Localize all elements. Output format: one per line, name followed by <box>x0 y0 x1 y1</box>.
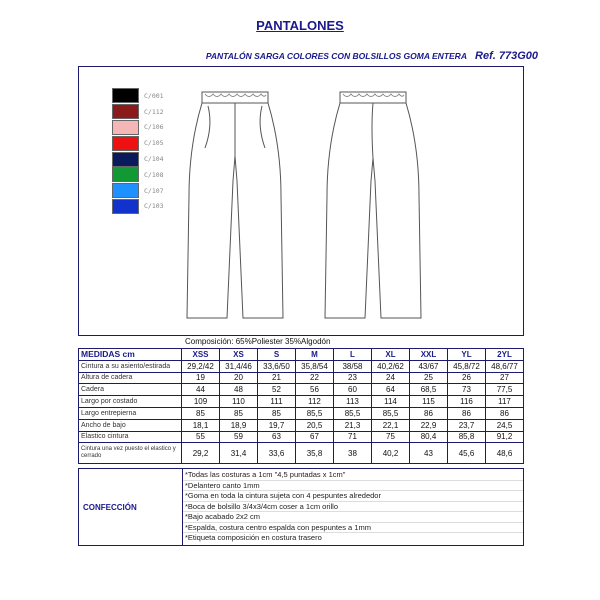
measurement-value: 115 <box>410 396 448 408</box>
trousers-front-drawing <box>175 86 295 322</box>
color-swatch-row <box>112 199 164 215</box>
measurement-row <box>79 443 524 464</box>
measurement-value: 18,9 <box>220 419 258 431</box>
measurement-value: 31,4/46 <box>220 360 258 372</box>
color-swatch <box>112 120 139 135</box>
confeccion-line: *Delantero canto 1mm <box>183 481 523 492</box>
measurement-row <box>79 431 524 443</box>
measurement-value: 59 <box>220 431 258 443</box>
measurement-value: 86 <box>486 407 524 419</box>
size-header-row <box>79 349 524 361</box>
measurement-value: 29,2 <box>182 443 220 464</box>
confeccion-line: *Etiqueta composición en costura trasero <box>185 533 322 542</box>
size-header: 2YL <box>486 349 524 361</box>
measurement-value: 85,5 <box>334 407 372 419</box>
color-swatch <box>112 104 139 119</box>
confeccion-line: *Todas las costuras a 1cm "4,5 puntadas x 1cm" <box>183 470 523 481</box>
measurement-value: 85,5 <box>296 407 334 419</box>
measurement-value: 20 <box>220 372 258 384</box>
trousers-back-drawing <box>313 86 433 322</box>
measurement-value: 19 <box>182 372 220 384</box>
measurement-label: Largo entrepierna <box>79 407 182 419</box>
measurement-value: 21,3 <box>334 419 372 431</box>
color-swatch <box>112 88 139 103</box>
measurement-value: 18,1 <box>182 419 220 431</box>
measurement-value: 45,6 <box>448 443 486 464</box>
measurements-body <box>79 360 524 464</box>
measurement-value: 38/58 <box>334 360 372 372</box>
color-swatch-list <box>112 88 164 214</box>
measurement-row <box>79 407 524 419</box>
measurement-value: 35,8/54 <box>296 360 334 372</box>
product-description: PANTALÓN SARGA COLORES CON BOLSILLOS GOMA ENTERA <box>205 51 467 61</box>
confeccion-line: *Goma en toda la cintura sujeta con 4 pespuntes alrededor <box>183 491 523 502</box>
color-code: C/103 <box>144 202 164 211</box>
color-code: C/108 <box>144 170 164 179</box>
measurement-value: 24 <box>372 372 410 384</box>
color-swatch-row <box>112 104 164 120</box>
page-title: PANTALONES <box>256 18 344 33</box>
measurement-value: 68,5 <box>410 384 448 396</box>
measurement-value: 52 <box>258 384 296 396</box>
measurement-value: 60 <box>334 384 372 396</box>
size-header: YL <box>448 349 486 361</box>
color-code: C/112 <box>144 107 164 116</box>
measurement-value: 43/67 <box>410 360 448 372</box>
measurement-row <box>79 384 524 396</box>
product-subtitle <box>206 50 538 62</box>
measurement-value: 20,5 <box>296 419 334 431</box>
measurement-value: 80,4 <box>410 431 448 443</box>
measurement-value: 23 <box>334 372 372 384</box>
measurement-value: 45,8/72 <box>448 360 486 372</box>
measurement-value: 21 <box>258 372 296 384</box>
measurement-value: 67 <box>296 431 334 443</box>
measurement-value: 63 <box>258 431 296 443</box>
measurement-value: 73 <box>448 384 486 396</box>
measurement-value: 33,6 <box>258 443 296 464</box>
measurement-value: 111 <box>258 396 296 408</box>
measurement-value: 75 <box>372 431 410 443</box>
measurement-value: 48,6 <box>486 443 524 464</box>
color-swatch-row <box>112 167 164 183</box>
measurement-value: 85 <box>258 407 296 419</box>
measurement-label: Cadera <box>79 384 182 396</box>
size-header: XSS <box>182 349 220 361</box>
measurement-row <box>79 372 524 384</box>
color-swatch-row <box>112 88 164 104</box>
size-header: XS <box>220 349 258 361</box>
measurement-value: 116 <box>448 396 486 408</box>
color-swatch <box>112 199 139 214</box>
measurements-table <box>78 348 524 464</box>
size-header: M <box>296 349 334 361</box>
size-header: L <box>334 349 372 361</box>
measurement-label: Cintura una vez puesto el elastico y cerrado <box>79 443 182 464</box>
measurement-value: 85 <box>182 407 220 419</box>
measurement-row <box>79 360 524 372</box>
measurement-value: 48 <box>220 384 258 396</box>
measurement-row <box>79 396 524 408</box>
measurement-value: 26 <box>448 372 486 384</box>
measurement-value: 35,8 <box>296 443 334 464</box>
measurement-value: 43 <box>410 443 448 464</box>
measurement-value: 29,2/42 <box>182 360 220 372</box>
measurement-value: 77,5 <box>486 384 524 396</box>
product-reference: Ref. 773G00 <box>475 50 538 62</box>
size-header: S <box>258 349 296 361</box>
measurement-value: 86 <box>448 407 486 419</box>
color-code: C/104 <box>144 155 164 164</box>
confeccion-line: *Espalda, costura centro espalda con pespuntes a 1mm <box>183 523 523 534</box>
measurement-label: Altura de cadera <box>79 372 182 384</box>
measurement-value: 24,5 <box>486 419 524 431</box>
measurement-value: 22,1 <box>372 419 410 431</box>
color-swatch <box>112 152 139 167</box>
measurement-value: 114 <box>372 396 410 408</box>
measurement-value: 38 <box>334 443 372 464</box>
measurement-value: 23,7 <box>448 419 486 431</box>
measurement-value: 110 <box>220 396 258 408</box>
color-swatch-row <box>112 151 164 167</box>
size-header: XL <box>372 349 410 361</box>
measurement-value: 91,2 <box>486 431 524 443</box>
color-swatch <box>112 183 139 198</box>
measurement-label: Largo por costado <box>79 396 182 408</box>
confeccion-label: CONFECCIÓN <box>79 469 183 545</box>
measurement-value: 40,2/62 <box>372 360 410 372</box>
measurement-label: Elastico cintura <box>79 431 182 443</box>
measurement-value: 117 <box>486 396 524 408</box>
measurement-value: 71 <box>334 431 372 443</box>
confeccion-line: *Bajo acabado 2x2 cm <box>183 512 523 523</box>
confeccion-box <box>78 468 524 546</box>
measurement-value: 25 <box>410 372 448 384</box>
color-swatch-row <box>112 135 164 151</box>
composition-text: Composición: 65%Poliester 35%Algodón <box>185 337 331 346</box>
measurement-value: 113 <box>334 396 372 408</box>
measurement-value: 85 <box>220 407 258 419</box>
measurement-value: 85,8 <box>448 431 486 443</box>
measurement-value: 22,9 <box>410 419 448 431</box>
color-swatch <box>112 167 139 182</box>
measurement-value: 64 <box>372 384 410 396</box>
measurements-header: MEDIDAS cm <box>79 349 182 361</box>
size-header: XXL <box>410 349 448 361</box>
measurement-label: Cintura a su asiento/estirada <box>79 360 182 372</box>
measurement-value: 22 <box>296 372 334 384</box>
measurement-value: 86 <box>410 407 448 419</box>
color-code: C/106 <box>144 123 164 132</box>
measurement-value: 19,7 <box>258 419 296 431</box>
color-code: C/001 <box>144 91 164 100</box>
measurement-value: 27 <box>486 372 524 384</box>
measurement-value: 56 <box>296 384 334 396</box>
measurement-value: 109 <box>182 396 220 408</box>
color-code: C/105 <box>144 139 164 148</box>
measurement-value: 48,6/77 <box>486 360 524 372</box>
measurement-value: 85,5 <box>372 407 410 419</box>
measurement-value: 112 <box>296 396 334 408</box>
confeccion-line: *Boca de bolsillo 3/4x3/4cm coser a 1cm orillo <box>183 502 523 513</box>
measurement-value: 44 <box>182 384 220 396</box>
measurement-value: 40,2 <box>372 443 410 464</box>
measurement-value: 33,6/50 <box>258 360 296 372</box>
measurement-value: 55 <box>182 431 220 443</box>
color-code: C/107 <box>144 186 164 195</box>
color-swatch-row <box>112 120 164 136</box>
color-swatch-row <box>112 183 164 199</box>
confeccion-instructions <box>183 470 523 543</box>
measurement-row <box>79 419 524 431</box>
measurement-label: Ancho de bajo <box>79 419 182 431</box>
color-swatch <box>112 136 139 151</box>
measurement-value: 31,4 <box>220 443 258 464</box>
